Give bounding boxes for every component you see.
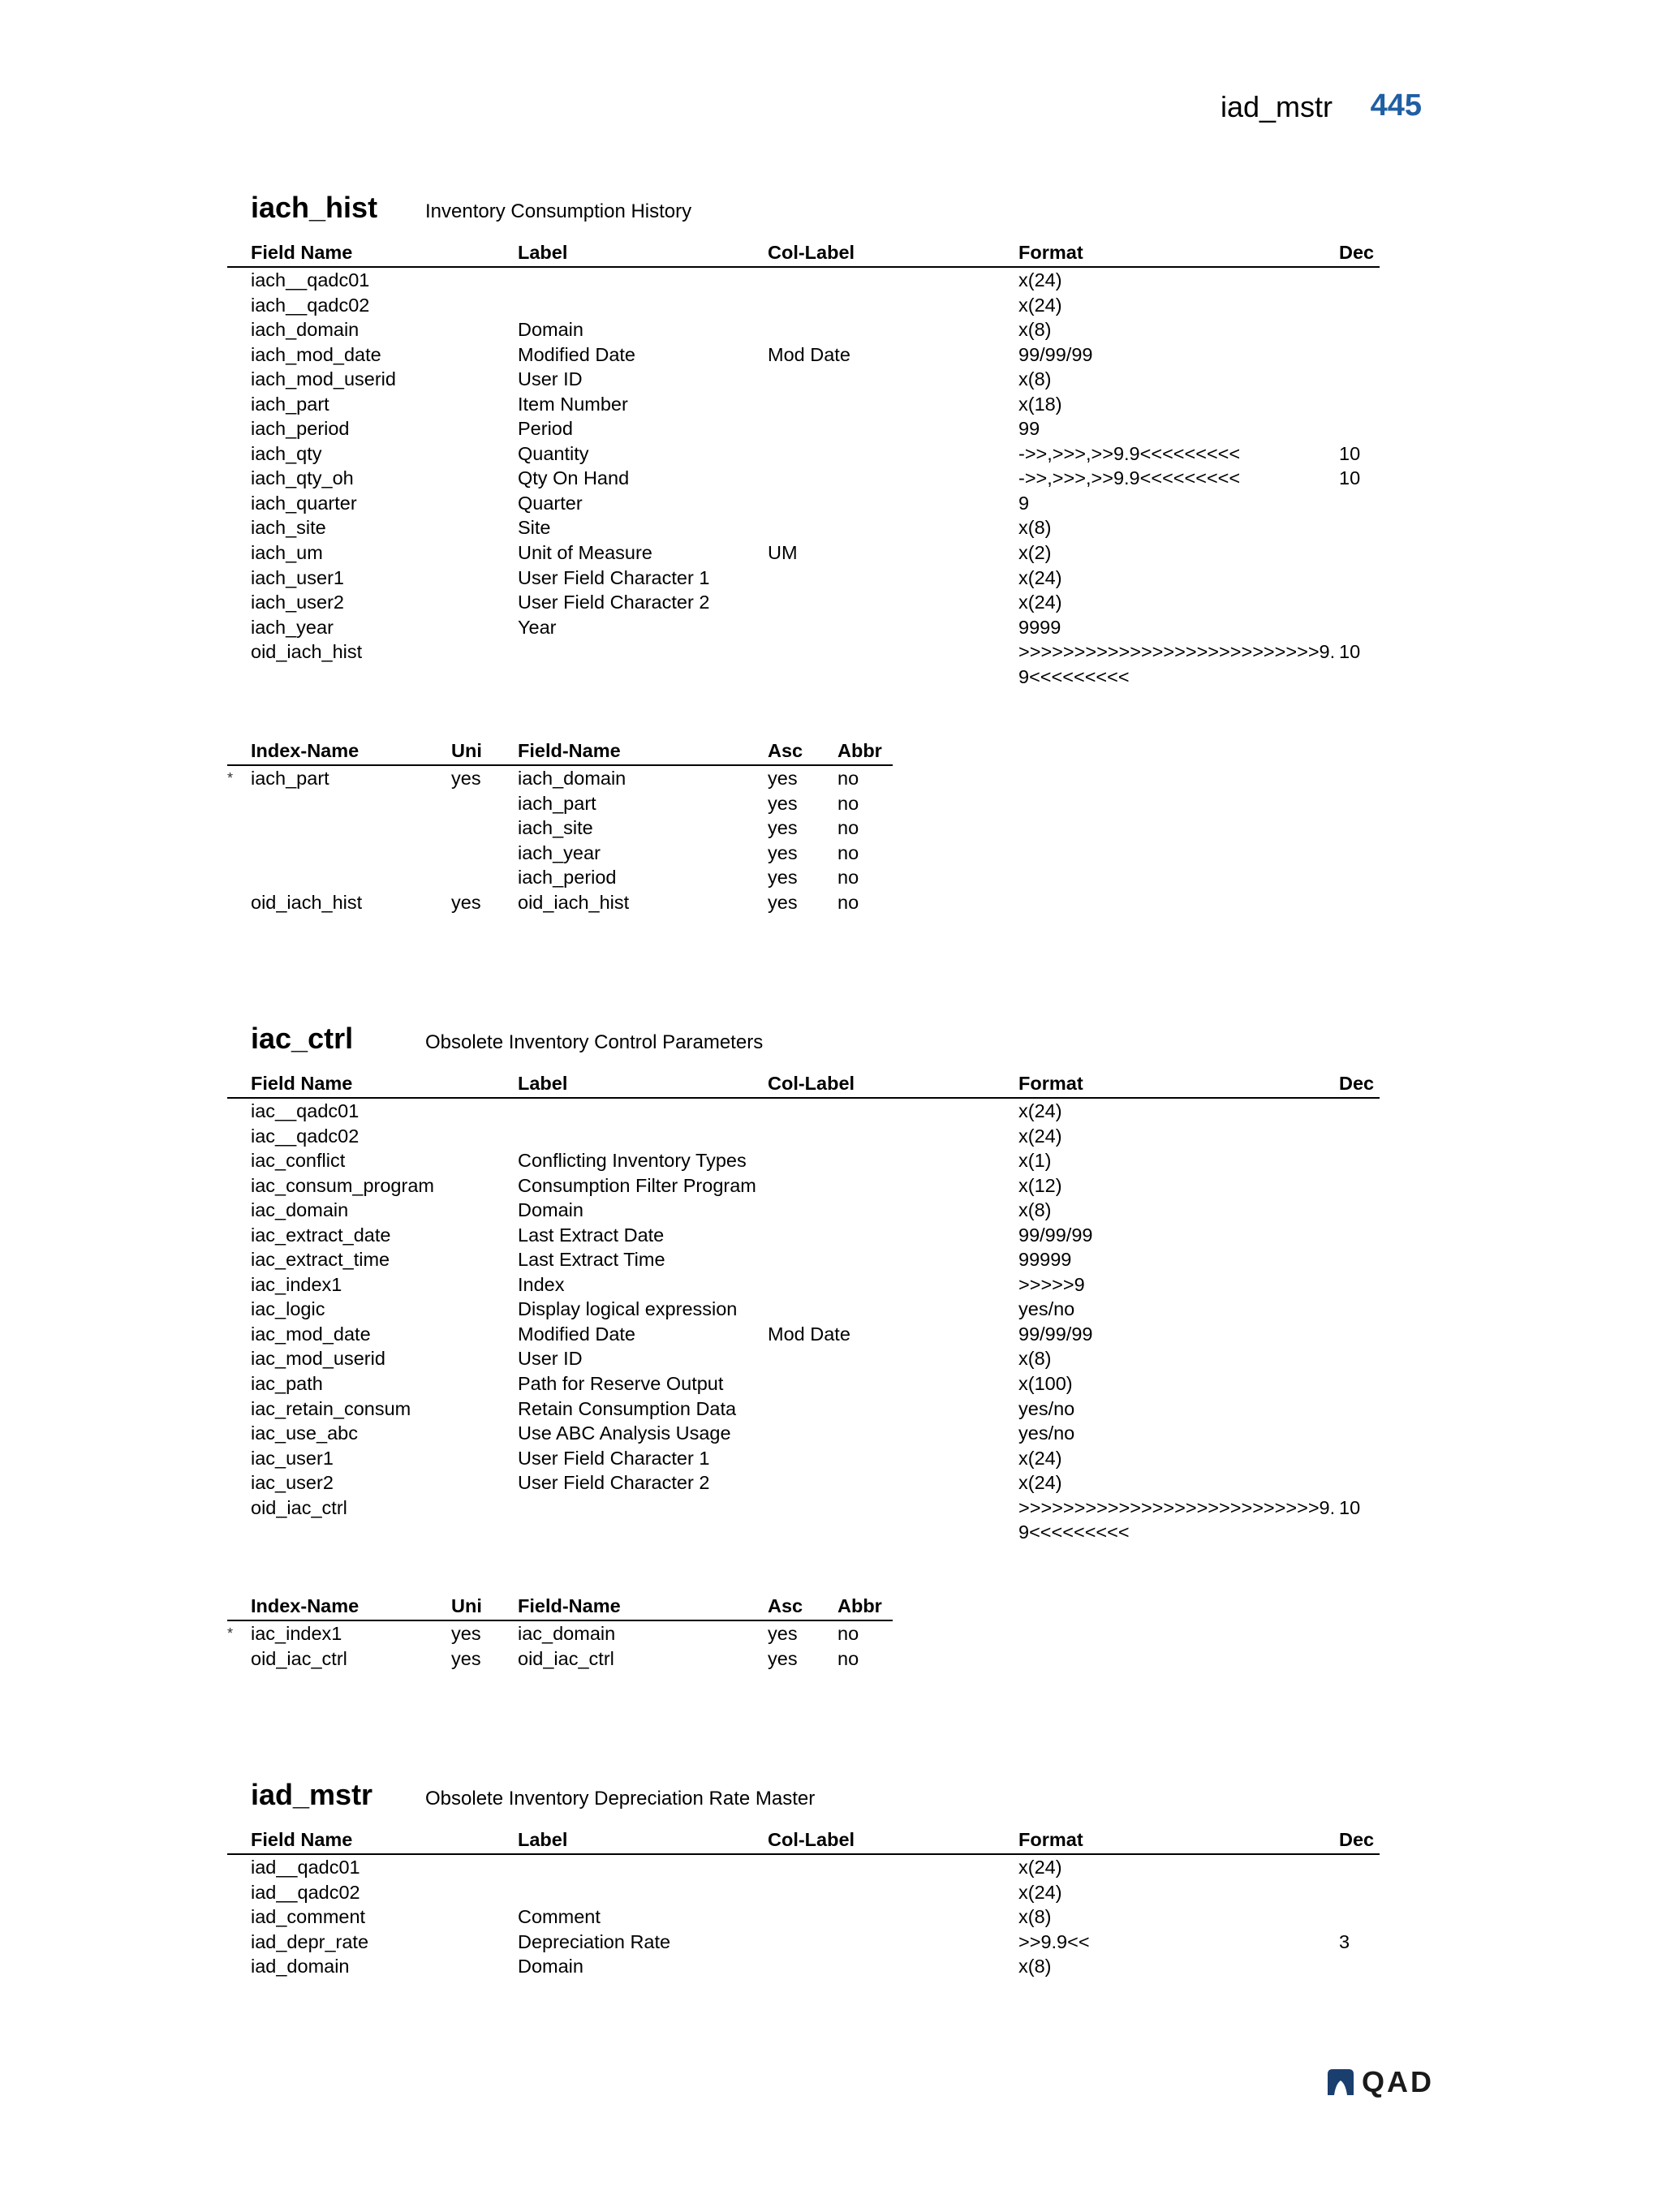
field-table [227,240,1380,689]
table-row [227,1421,1380,1446]
table-row [227,317,1380,342]
index-abbreviated: no [837,841,859,863]
index-field-name: iach_period [518,867,617,889]
field-label: User Field Character 2 [518,592,710,613]
table-row [227,1322,1380,1347]
running-header-table-name: iad_mstr [1220,90,1333,123]
index-abbreviated: no [837,817,859,839]
table-row [227,590,1380,615]
index-table-header [227,738,893,766]
field-col-label: Mod Date [768,1323,850,1345]
table-row [227,293,1380,318]
header-format: Format [1018,1073,1083,1094]
field-format: 99999 [1018,1249,1072,1271]
section-title: iach_hist [251,191,378,224]
header-index-name: Index-Name [251,740,360,761]
table-row [227,416,1380,441]
index-abbreviated: no [837,792,859,814]
field-name: iac_domain [251,1199,349,1221]
field-format: 9999 [1018,616,1061,638]
field-format: x(24) [1018,1881,1062,1903]
field-format: x(12) [1018,1174,1062,1196]
field-name: oid_iac_ctrl [251,1496,347,1518]
field-label: Index [518,1273,565,1295]
field-format: x(24) [1018,1125,1062,1147]
header-abbr: Abbr [837,1595,882,1616]
field-format: x(18) [1018,393,1062,415]
field-name: iach_part [251,393,329,415]
field-format: x(8) [1018,1956,1052,1977]
field-dec: 3 [1339,1930,1350,1952]
field-format: >>9.9<< [1018,1930,1090,1952]
field-name: iad__qadc02 [251,1881,360,1903]
table-row [227,342,1380,368]
table-row [227,1346,1380,1371]
field-format: x(24) [1018,1100,1062,1121]
field-label: User ID [518,368,583,390]
field-name: iac_mod_date [251,1323,371,1345]
table-row [227,1173,1380,1199]
index-table [227,1594,893,1671]
field-name: iach_qty_oh [251,467,354,489]
index-table [227,738,893,914]
index-ascending: yes [768,817,798,839]
table-row [227,466,1380,491]
header-label: Label [518,1073,568,1094]
table-row [227,1148,1380,1173]
field-label: Quantity [518,442,589,464]
field-name: iac_retain_consum [251,1397,411,1419]
index-row [227,766,893,791]
field-label: Domain [518,1956,583,1977]
index-row [227,890,893,915]
index-row [227,1621,893,1646]
field-format: ->>,>>>,>>9.9<<<<<<<<< [1018,467,1241,489]
table-row [227,540,1380,566]
index-field-name: oid_iac_ctrl [518,1647,614,1669]
field-format: x(8) [1018,1906,1052,1928]
field-table-header [227,1071,1380,1099]
field-dec: 10 [1339,1496,1361,1518]
index-row [227,841,893,866]
table-row [227,1880,1380,1905]
field-label: Display logical expression [518,1298,738,1320]
header-dec: Dec [1339,1829,1375,1850]
field-format: x(24) [1018,1857,1062,1878]
index-abbreviated: no [837,768,859,789]
field-format: yes/no [1018,1422,1075,1444]
index-name: iach_part [251,768,329,789]
field-format: 99/99/99 [1018,1224,1093,1246]
field-label: Domain [518,319,583,341]
field-label: Period [518,418,573,440]
field-name: iad_comment [251,1906,366,1928]
field-name: iach_period [251,418,350,440]
header-dec: Dec [1339,242,1375,263]
field-name: iac_index1 [251,1273,342,1295]
field-format: 99 [1018,418,1040,440]
table-row [227,367,1380,392]
table-row [227,491,1380,516]
index-abbreviated: no [837,891,859,913]
table-row [227,1954,1380,1979]
field-label: Quarter [518,492,583,514]
table-row [227,1124,1380,1149]
table-row [227,1495,1380,1545]
field-format: x(100) [1018,1373,1073,1395]
header-field-name: Field Name [251,1073,353,1094]
field-label: Domain [518,1199,583,1221]
index-field-name: iach_year [518,841,601,863]
field-label: Site [518,517,551,539]
field-name: iac_path [251,1373,323,1395]
field-name: iach_user1 [251,566,344,588]
field-name: iach_user2 [251,592,344,613]
field-label: Qty On Hand [518,467,630,489]
index-field-name: iach_part [518,792,596,814]
index-row [227,1646,893,1672]
field-label: User Field Character 1 [518,1447,710,1469]
index-name: oid_iac_ctrl [251,1647,347,1669]
index-ascending: yes [768,891,798,913]
index-unique: yes [451,1623,481,1644]
table-row [227,1855,1380,1880]
header-asc: Asc [768,740,803,761]
field-name: iach_um [251,542,323,564]
field-name: iad__qadc01 [251,1857,360,1878]
field-name: iac_consum_program [251,1174,434,1196]
field-name: iad_depr_rate [251,1930,369,1952]
qad-logo-icon [1324,2066,1357,2098]
index-abbreviated: no [837,867,859,889]
index-field-name: iach_domain [518,768,626,789]
section-description: Obsolete Inventory Depreciation Rate Master [425,1788,816,1810]
header-uni: Uni [451,1595,482,1616]
header-field-name: Field Name [251,242,353,263]
field-name: iac_conflict [251,1150,346,1172]
header-field-name: Field-Name [518,740,621,761]
index-field-name: iach_site [518,817,593,839]
field-format: 9 [1018,492,1030,514]
field-format: x(24) [1018,294,1062,316]
field-format: 99/99/99 [1018,343,1093,365]
table-row [227,1371,1380,1396]
index-name: iac_index1 [251,1623,342,1644]
field-name: iac__qadc01 [251,1100,360,1121]
index-row [227,816,893,841]
header-col-label: Col-Label [768,1829,855,1850]
field-format: yes/no [1018,1298,1075,1320]
table-row [227,1247,1380,1272]
field-name: iac_user1 [251,1447,334,1469]
field-name: iac_extract_date [251,1224,391,1246]
index-unique: yes [451,1647,481,1669]
index-field-name: oid_iach_hist [518,891,630,913]
index-row [227,791,893,816]
field-name: iac_user2 [251,1472,334,1494]
index-ascending: yes [768,768,798,789]
field-label: Conflicting Inventory Types [518,1150,747,1172]
header-format: Format [1018,1829,1083,1850]
table-row [227,1470,1380,1495]
table-row [227,392,1380,417]
index-ascending: yes [768,1647,798,1669]
field-format: >>>>>9 [1018,1273,1085,1295]
index-unique: yes [451,891,481,913]
index-field-name: iac_domain [518,1623,616,1644]
field-label: Year [518,616,557,638]
field-dec: 10 [1339,467,1361,489]
field-name: iach_mod_userid [251,368,396,390]
header-label: Label [518,1829,568,1850]
index-abbreviated: no [837,1623,859,1644]
header-abbr: Abbr [837,740,882,761]
table-row [227,566,1380,591]
field-label: Unit of Measure [518,542,652,564]
table-row [227,615,1380,640]
table-row [227,441,1380,467]
field-col-label: UM [768,542,798,564]
field-dec: 10 [1339,442,1361,464]
field-format: x(8) [1018,517,1052,539]
field-label: User ID [518,1348,583,1370]
index-ascending: yes [768,792,798,814]
qad-logo [1324,2064,1434,2100]
field-format: x(24) [1018,269,1062,290]
field-label: Last Extract Time [518,1249,665,1271]
field-name: iach_domain [251,319,360,341]
field-label: Last Extract Date [518,1224,665,1246]
index-table-header [227,1594,893,1621]
page-number: 445 [1370,88,1422,123]
field-name: iad_domain [251,1956,350,1977]
table-row [227,515,1380,540]
field-name: iach_site [251,517,326,539]
field-format: x(24) [1018,1472,1062,1494]
field-format: x(24) [1018,592,1062,613]
field-label: Modified Date [518,343,635,365]
header-field-name: Field Name [251,1829,353,1850]
field-dec: 10 [1339,641,1361,663]
header-format: Format [1018,242,1083,263]
field-name: iac_logic [251,1298,325,1320]
field-label: Consumption Filter Program [518,1174,756,1196]
field-name: iach_qty [251,442,322,464]
field-table-header [227,240,1380,268]
field-label: Comment [518,1906,601,1928]
field-label: Modified Date [518,1323,635,1345]
field-format: x(24) [1018,1447,1062,1469]
table-row [227,1396,1380,1422]
field-name: iac_extract_time [251,1249,390,1271]
field-table-header [227,1827,1380,1855]
table-row [227,268,1380,293]
qad-logo-text: QAD [1362,2065,1434,2098]
section-title: iac_ctrl [251,1022,354,1055]
primary-index-marker: * [227,1625,234,1642]
field-format: >>>>>>>>>>>>>>>>>>>>>>>>>>>9.9<<<<<<<<< [1018,1496,1336,1543]
field-format: x(24) [1018,566,1062,588]
index-row [227,865,893,890]
table-row [227,1099,1380,1124]
table-row [227,1272,1380,1298]
field-name: iac__qadc02 [251,1125,360,1147]
index-ascending: yes [768,841,798,863]
field-label: Use ABC Analysis Usage [518,1422,731,1444]
field-name: iac_mod_userid [251,1348,385,1370]
table-row [227,1904,1380,1930]
header-index-name: Index-Name [251,1595,360,1616]
field-name: iach_quarter [251,492,357,514]
field-label: User Field Character 2 [518,1472,710,1494]
table-row [227,1297,1380,1322]
field-name: iach_year [251,616,334,638]
primary-index-marker: * [227,770,234,786]
header-uni: Uni [451,740,482,761]
header-asc: Asc [768,1595,803,1616]
index-abbreviated: no [837,1647,859,1669]
header-field-name: Field-Name [518,1595,621,1616]
table-row [227,1198,1380,1223]
index-ascending: yes [768,867,798,889]
header-col-label: Col-Label [768,1073,855,1094]
field-label: Path for Reserve Output [518,1373,724,1395]
field-format: x(8) [1018,368,1052,390]
field-format: >>>>>>>>>>>>>>>>>>>>>>>>>>>9.9<<<<<<<<< [1018,641,1336,687]
field-label: Retain Consumption Data [518,1397,737,1419]
header-col-label: Col-Label [768,242,855,263]
table-row [227,1930,1380,1955]
index-unique: yes [451,768,481,789]
index-name: oid_iach_hist [251,891,363,913]
field-col-label: Mod Date [768,343,850,365]
header-label: Label [518,242,568,263]
field-format: x(8) [1018,319,1052,341]
field-format: x(8) [1018,1348,1052,1370]
field-label: Item Number [518,393,628,415]
field-format: 99/99/99 [1018,1323,1093,1345]
index-ascending: yes [768,1623,798,1644]
field-name: iach_mod_date [251,343,381,365]
header-dec: Dec [1339,1073,1375,1094]
table-row [227,1446,1380,1471]
field-table [227,1827,1380,1979]
field-name: oid_iach_hist [251,641,363,663]
section-description: Obsolete Inventory Control Parameters [425,1031,764,1053]
section-description: Inventory Consumption History [425,200,692,222]
field-format: x(1) [1018,1150,1052,1172]
table-row [227,1223,1380,1248]
field-format: ->>,>>>,>>9.9<<<<<<<<< [1018,442,1241,464]
field-table [227,1071,1380,1545]
field-name: iac_use_abc [251,1422,358,1444]
field-name: iach__qadc02 [251,294,370,316]
field-format: x(2) [1018,542,1052,564]
table-row [227,639,1380,689]
field-label: Depreciation Rate [518,1930,671,1952]
section-title: iad_mstr [251,1778,373,1811]
field-format: yes/no [1018,1397,1075,1419]
field-format: x(8) [1018,1199,1052,1221]
field-label: User Field Character 1 [518,566,710,588]
field-name: iach__qadc01 [251,269,370,290]
